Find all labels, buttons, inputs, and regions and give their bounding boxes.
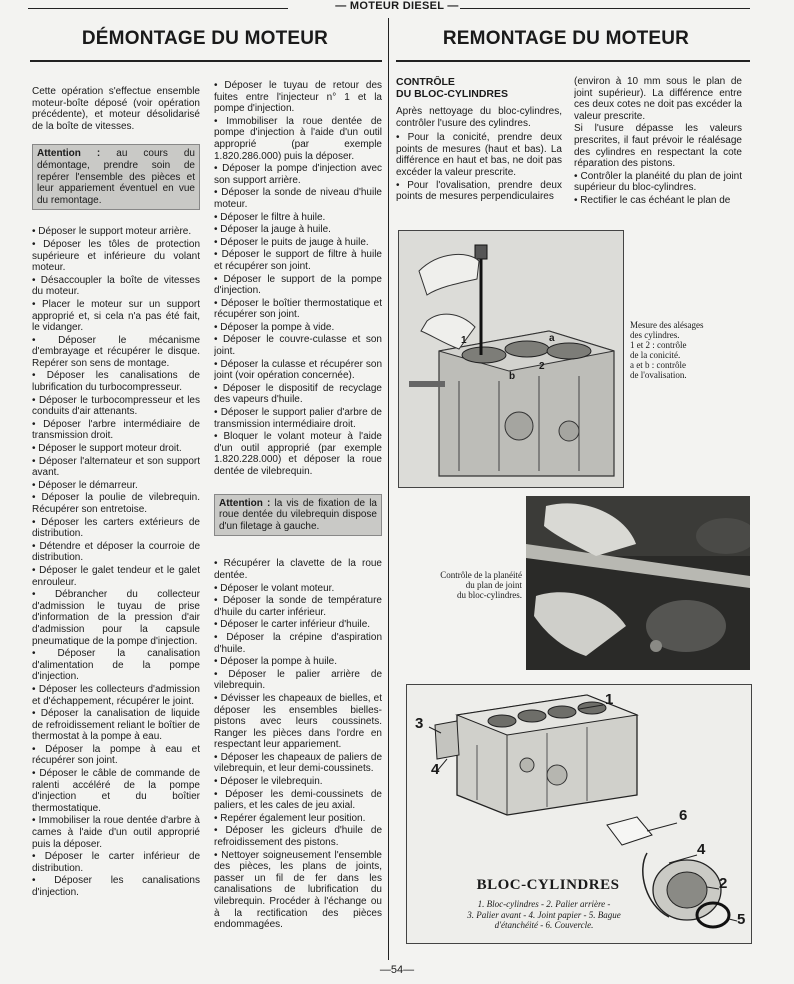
control-steps-2 [574, 171, 742, 207]
list-item: • Déposer la sonde de température d'huile du carter inférieur. [214, 595, 382, 618]
list-item: • Déposer les collecteurs d'admission et d'échappement, récupérer le joint. [32, 684, 200, 707]
list-item: • Déposer la poulie de vilebrequin. Récupérer son entretoise. [32, 492, 200, 515]
left-column-1 [32, 86, 200, 962]
bore-measurement-figure [398, 230, 624, 488]
list-item: • Désaccoupler la boîte de vitesses du moteur. [32, 275, 200, 298]
list-item: • Déposer la pompe à vide. [214, 322, 382, 334]
list-item: • Déposer les canalisations d'injection. [32, 875, 200, 898]
attention-text: la vis de fixation de la roue dentée du vilebrequin dispose d'un filetage à gauche. [219, 497, 377, 532]
list-item: • Déposer la crépine d'aspiration d'huile. [214, 632, 382, 655]
list-item: • Déposer le carter inférieur d'huile. [214, 619, 382, 631]
caption-line: de l'ovalisation. [630, 370, 687, 380]
caption-line: Contrôle de la planéité [440, 570, 522, 580]
callout-1: 1 [605, 691, 614, 708]
list-item: • Bloquer le volant moteur à l'aide d'un outil approprié (par exemple 1.820.228.000) et déposer la roue dentée de vilebrequin. [214, 431, 382, 477]
caption-line: 1 et 2 : contrôle [630, 340, 687, 350]
list-item: • Déposer la pompe à eau et récupérer son joint. [32, 744, 200, 767]
list-item: • Déposer le vilebrequin. [214, 776, 382, 788]
list-item: • Déposer le palier arrière de vilebrequin. [214, 669, 382, 692]
flatness-check-caption [436, 570, 522, 600]
list-item: • Dévisser les chapeaux de bielles, et déposer les ensembles bielles-pistons avec leurs coussinets. Ranger les pièces dans l'ordre en respectant leur appariement. [214, 693, 382, 751]
fig1-label-2: 2 [539, 361, 545, 372]
callout-5: 5 [737, 911, 746, 928]
list-item: • Déposer le volant moteur. [214, 583, 382, 595]
list-item: • Contrôler la planéité du plan de joint supérieur du bloc-cylindres. [574, 171, 742, 194]
list-item: • Déposer les chapeaux de paliers de vilebrequin, et leur demi-coussinets. [214, 752, 382, 775]
control-title-line-2: DU BLOC-CYLINDRES [396, 88, 508, 100]
control-title [396, 76, 562, 100]
list-item: • Déposer le galet tendeur et le galet enrouleur. [32, 565, 200, 588]
disassembly-steps-3 [214, 558, 382, 930]
control-lead: Après nettoyage du bloc-cylindres, contrôler l'usure des cylindres. [396, 106, 562, 129]
list-item: • Déposer la pompe d'injection avec son support arrière. [214, 163, 382, 186]
fig1-label-1: 1 [461, 335, 467, 346]
list-item: • Déposer le filtre à huile. [214, 212, 382, 224]
list-item: • Placer le moteur sur un support approprié et, si cela n'a pas été fait, le vidanger. [32, 299, 200, 334]
list-item: • Immobiliser la roue dentée d'arbre à cames à l'aide d'un outil approprié puis la déposer. [32, 815, 200, 850]
left-section-title: DÉMONTAGE DU MOTEUR [81, 28, 329, 49]
caption-line: du bloc-cylindres. [457, 590, 522, 600]
list-item: • Déposer le support moteur droit. [32, 443, 200, 455]
list-item: • Déposer le démarreur. [32, 480, 200, 492]
caption-line: Mesure des alésages [630, 320, 704, 330]
legend-line: 3. Palier avant - 4. Joint papier - 5. Bague [467, 909, 621, 920]
list-item: • Rectifier le cas échéant le plan de [574, 195, 742, 207]
list-item: • Déposer les tôles de protection supérieure et inférieure du volant moteur. [32, 239, 200, 274]
fig1-label-a: a [549, 333, 555, 344]
bore-measurement-caption [630, 320, 742, 380]
diagram-legend [419, 899, 669, 931]
list-item: • Déposer le dispositif de recyclage des vapeurs d'huile. [214, 383, 382, 406]
callout-3: 3 [415, 715, 424, 732]
list-item: • Déposer le carter inférieur de distribution. [32, 851, 200, 874]
page-number: —54— [379, 964, 415, 976]
list-item: • Déposer le support moteur arrière. [32, 226, 200, 238]
control-steps-1 [396, 132, 562, 203]
list-item: • Déposer la pompe à huile. [214, 656, 382, 668]
center-divider [388, 18, 389, 960]
list-item: • Détendre et déposer la courroie de distribution. [32, 541, 200, 564]
attention-label: Attention : [219, 497, 271, 509]
caption-line: a et b : contrôle [630, 360, 686, 370]
flatness-photo-drawing [526, 496, 750, 670]
attention-label: Attention : [37, 148, 101, 160]
caption-line: des cylindres. [630, 330, 680, 340]
attention-note-1 [32, 144, 200, 210]
control-continuation: (environ à 10 mm sous le plan de joint supérieur). La différence entre ces deux cotes ne doit pas excéder la valeur prescrite. [574, 76, 742, 122]
caption-line: du plan de joint [465, 580, 522, 590]
header-rule-right [460, 8, 750, 9]
list-item: • Débrancher du collecteur d'admission le tuyau de prise d'information de la pression d'air d'admission pour la capsule pneumatique de la pompe d'injection. [32, 589, 200, 647]
list-item: • Pour la conicité, prendre deux points de mesures (haut et bas). La différence en haut et bas, ne doit pas excéder la valeur prescrite. [396, 132, 562, 178]
page-header: — MOTEUR DIESEL — [335, 0, 459, 12]
header-rule [28, 8, 288, 9]
list-item: • Déposer le turbocompresseur et les conduits d'air attenants. [32, 395, 200, 418]
list-item: • Déposer le tuyau de retour des fuites entre l'injecteur n° 1 et la pompe d'injection. [214, 80, 382, 115]
list-item: • Déposer la culasse et récupérer son joint (voir opération concernée). [214, 359, 382, 382]
list-item: • Déposer le support de la pompe d'injection. [214, 274, 382, 297]
callout-2: 2 [719, 875, 728, 892]
attention-note-2 [214, 494, 382, 537]
control-paragraph: Si l'usure dépasse les valeurs prescrites, il faut prévoir le réalésage des cylindres en respectant la cote réparation des pistons. [574, 123, 742, 170]
left-column-2 [214, 80, 382, 962]
list-item: • Déposer les gicleurs d'huile de refroidissement des pistons. [214, 825, 382, 848]
list-item: • Immobiliser la roue dentée de pompe d'injection à l'aide d'un outil approprié (par exemple 1.820.286.000) puis la déposer. [214, 116, 382, 162]
fig1-label-b: b [509, 371, 516, 382]
attention-text: au cours du démontage, prendre soin de repérer l'ensemble des pièces et leur appariement éventuel en vue du remontage. [37, 148, 195, 206]
right-section-title: REMONTAGE DU MOTEUR [442, 28, 690, 49]
callout-6: 6 [679, 807, 688, 824]
list-item: • Déposer l'alternateur et son support avant. [32, 456, 200, 479]
list-item: • Nettoyer soigneusement l'ensemble des pièces, les plans de joints, passer un fil de fer dans les canalisations de lubrification du vilebrequin. Procéder à l'échange ou à la rectification des pièces endommagées. [214, 850, 382, 931]
title-rule-left [30, 60, 382, 62]
list-item: • Déposer les carters extérieurs de distribution. [32, 517, 200, 540]
list-item: • Récupérer la clavette de la roue dentée. [214, 558, 382, 581]
right-column-1 [396, 76, 562, 226]
callout-4-left: 4 [431, 761, 440, 778]
list-item: • Déposer l'arbre intermédiaire de transmission droit. [32, 419, 200, 442]
list-item: • Déposer le puits de jauge à huile. [214, 237, 382, 249]
legend-line: 1. Bloc-cylindres - 2. Palier arrière - [477, 899, 611, 909]
list-item: • Pour l'ovalisation, prendre deux points de mesures perpendiculaires [396, 180, 562, 203]
diagram-title: BLOC-CYLINDRES [476, 877, 620, 893]
disassembly-steps-1 [32, 226, 200, 898]
list-item: • Déposer la jauge à huile. [214, 224, 382, 236]
caption-line: de la conicité. [630, 350, 681, 360]
engine-block-drawing [399, 231, 623, 487]
control-title-line-1: CONTRÔLE [396, 76, 455, 88]
list-item: • Déposer les canalisations de lubrification du turbocompresseur. [32, 370, 200, 393]
list-item: • Déposer la sonde de niveau d'huile moteur. [214, 187, 382, 210]
list-item: • Déposer les demi-coussinets de paliers, et les cales de jeu axial. [214, 789, 382, 812]
callout-4-right: 4 [697, 841, 706, 858]
list-item: • Déposer la canalisation d'alimentation de la pompe d'injection. [32, 648, 200, 683]
title-rule-right [396, 60, 750, 62]
list-item: • Déposer le support palier d'arbre de transmission intermédiaire droit. [214, 407, 382, 430]
flatness-check-photo [526, 496, 750, 670]
list-item: • Déposer la canalisation de liquide de refroidissement reliant le boîtier de thermostat à la pompe à eau. [32, 708, 200, 743]
list-item: • Déposer le câble de commande de ralenti accéléré de la pompe d'injection et du boîtier thermostatique. [32, 768, 200, 814]
list-item: • Déposer le mécanisme d'embrayage et récupérer le disque. Repérer son sens de montage. [32, 335, 200, 370]
list-item: • Repérer également leur position. [214, 813, 382, 825]
legend-line: d'étanchéité - 6. Couvercle. [494, 920, 594, 930]
right-column-2 [574, 76, 742, 226]
list-item: • Déposer le support de filtre à huile et récupérer son joint. [214, 249, 382, 272]
cylinder-block-diagram [406, 684, 752, 944]
list-item: • Déposer le boîtier thermostatique et récupérer son joint. [214, 298, 382, 321]
list-item: • Déposer le couvre-culasse et son joint. [214, 334, 382, 357]
disassembly-steps-2 [214, 80, 382, 478]
intro-paragraph: Cette opération s'effectue ensemble moteur-boîte déposé (voir opération précédente), et moteur désolidarisé de la boîte de vitesses. [32, 86, 200, 132]
